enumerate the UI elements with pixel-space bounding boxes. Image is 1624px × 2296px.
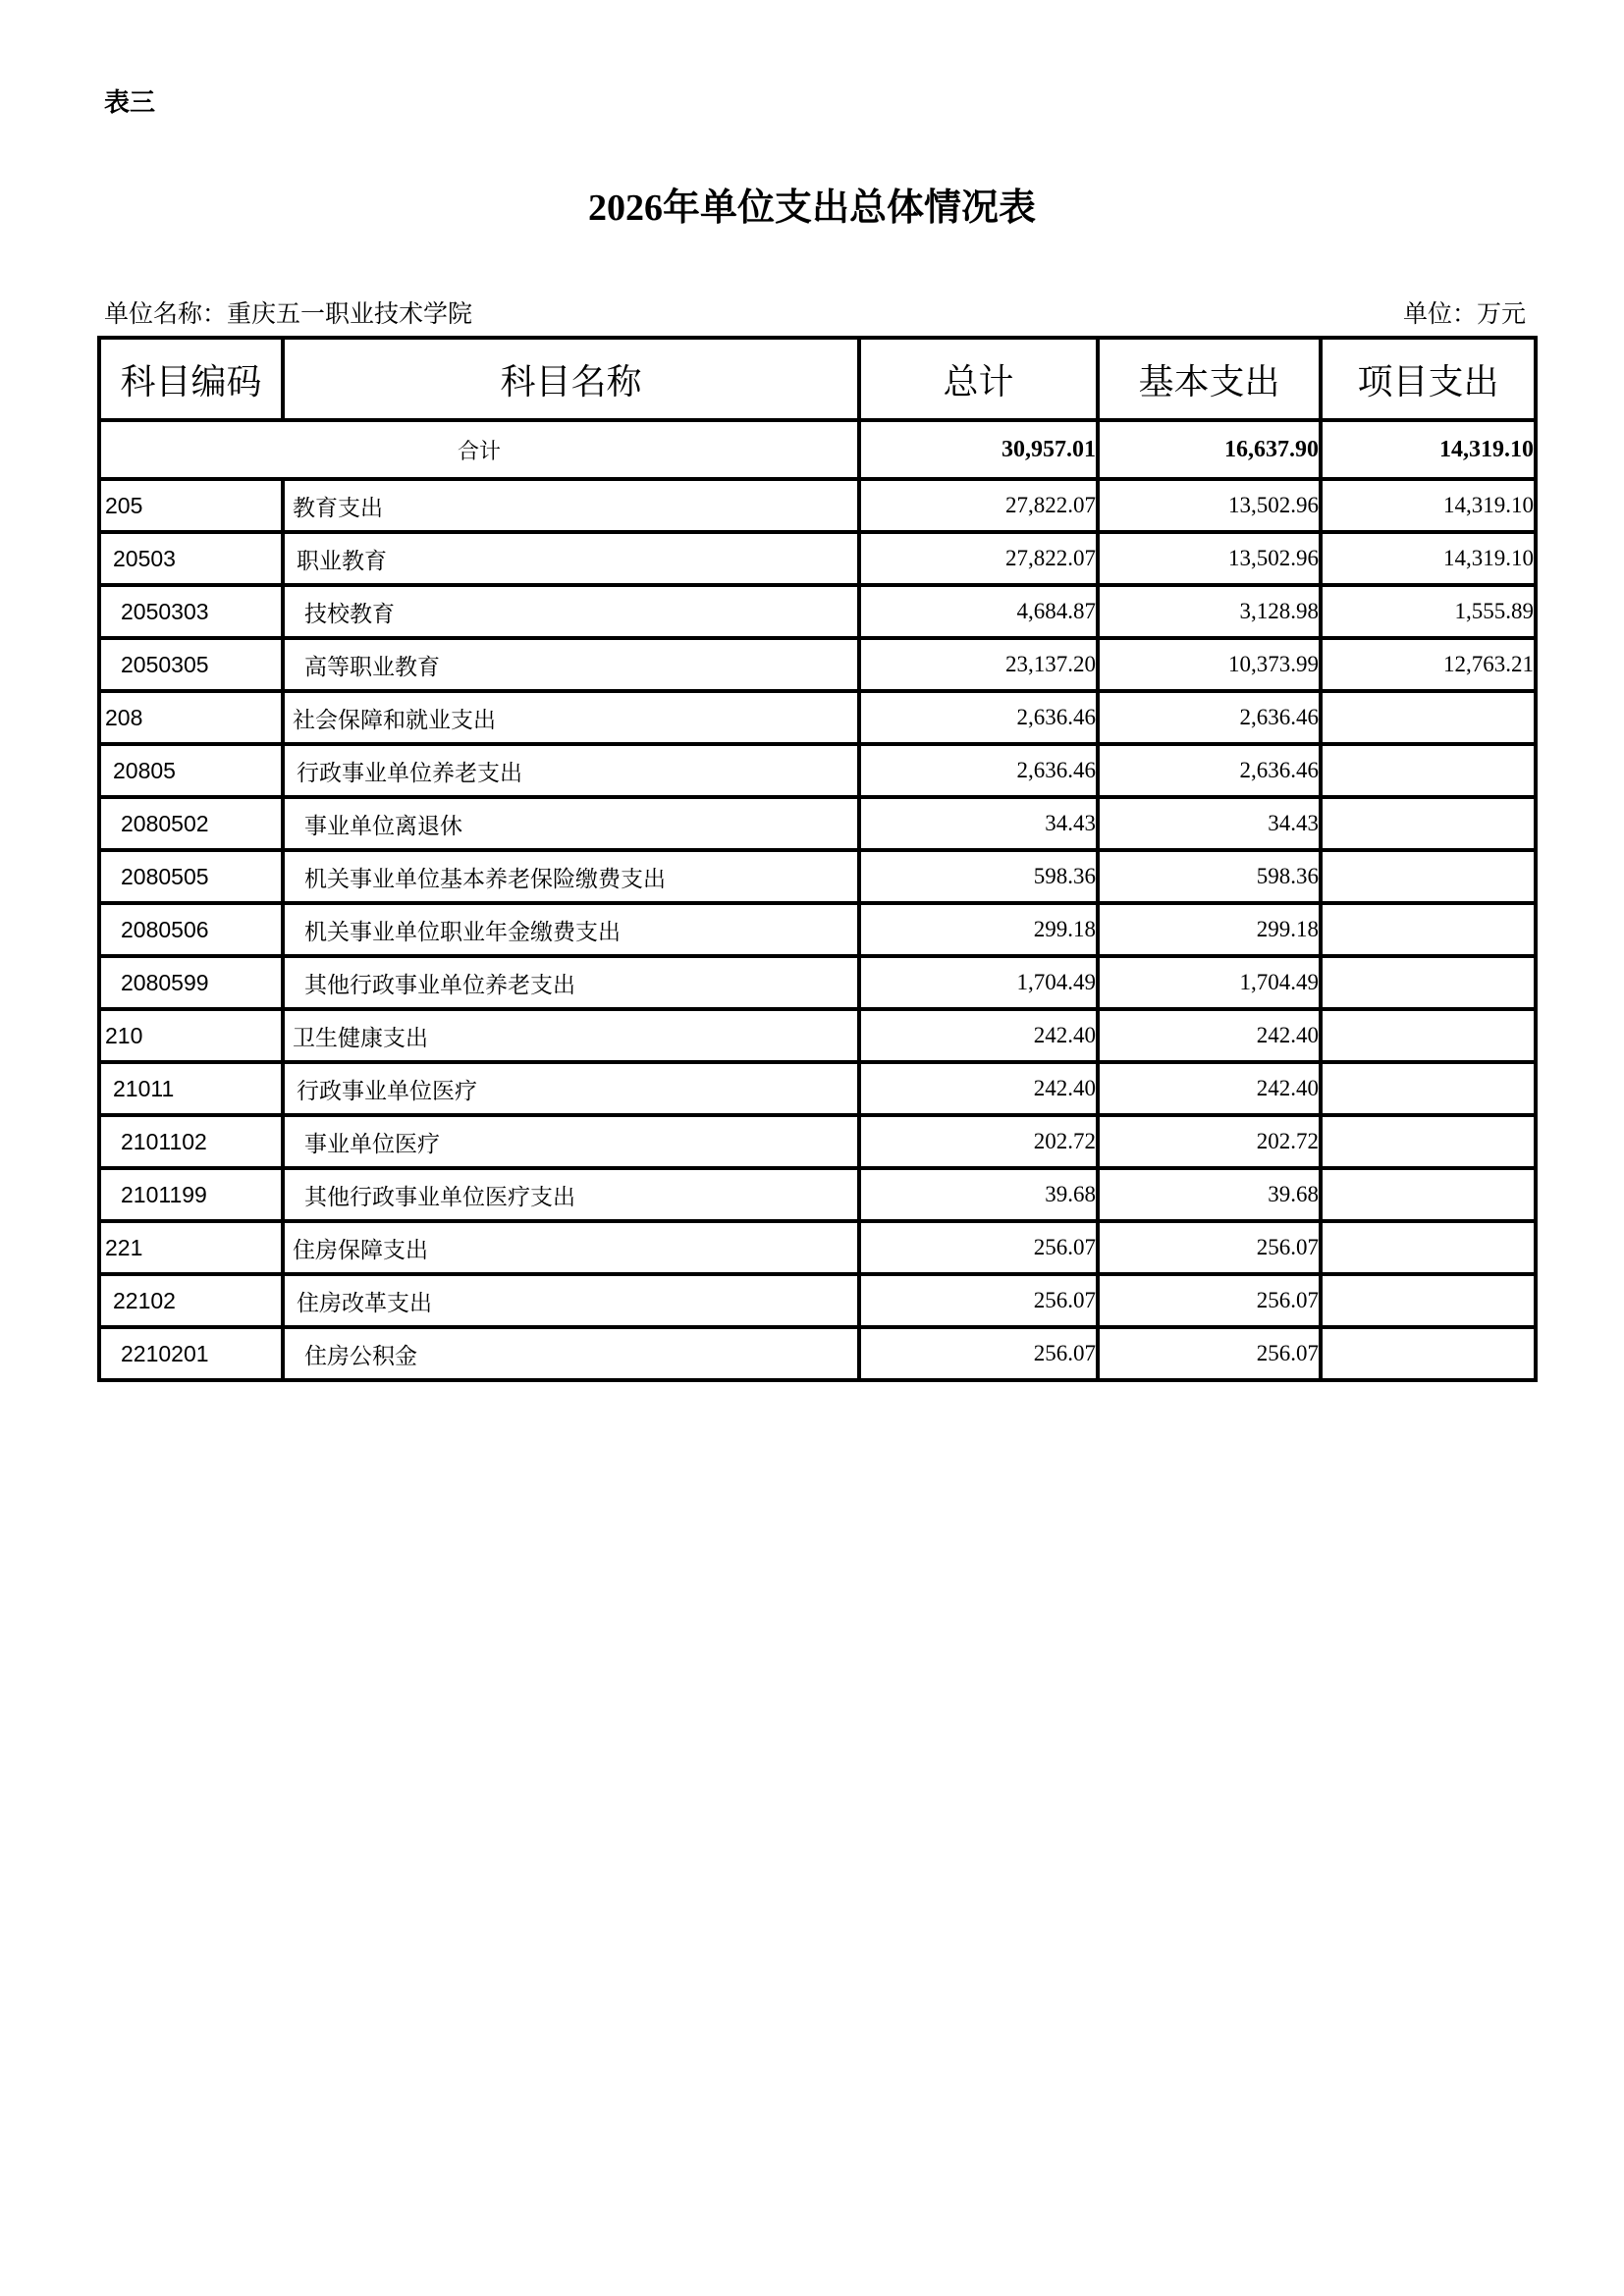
row-basic: 299.18 [1098,903,1321,956]
row-project [1321,797,1536,850]
row-code: 20503 [99,532,283,585]
row-name: 技校教育 [283,585,859,638]
row-code: 2080502 [99,797,283,850]
row-code: 205 [99,479,283,532]
row-code: 2210201 [99,1327,283,1380]
row-total: 299.18 [859,903,1098,956]
table-row [99,1168,1536,1221]
row-project [1321,744,1536,797]
total-row [99,420,1536,479]
total-label: 合计 [99,420,859,479]
row-name: 教育支出 [283,479,859,532]
row-project [1321,1168,1536,1221]
row-total: 2,636.46 [859,744,1098,797]
row-total: 27,822.07 [859,532,1098,585]
row-basic: 1,704.49 [1098,956,1321,1009]
table-row [99,1009,1536,1062]
unit-name-label: 单位名称：重庆五一职业技术学院 [104,299,473,328]
row-name: 住房改革支出 [283,1274,859,1327]
row-project [1321,1115,1536,1168]
row-total: 256.07 [859,1327,1098,1380]
row-code: 2080505 [99,850,283,903]
row-total: 256.07 [859,1221,1098,1274]
row-basic: 10,373.99 [1098,638,1321,691]
table-row [99,850,1536,903]
row-name: 卫生健康支出 [283,1009,859,1062]
row-project [1321,903,1536,956]
row-basic: 13,502.96 [1098,479,1321,532]
row-project: 1,555.89 [1321,585,1536,638]
row-name: 事业单位离退休 [283,797,859,850]
row-total: 34.43 [859,797,1098,850]
row-code: 2101102 [99,1115,283,1168]
total-total: 30,957.01 [859,420,1098,479]
header-total: 总计 [859,338,1098,420]
row-basic: 256.07 [1098,1327,1321,1380]
table-row [99,532,1536,585]
row-name: 其他行政事业单位养老支出 [283,956,859,1009]
row-basic: 13,502.96 [1098,532,1321,585]
row-code: 2050303 [99,585,283,638]
row-total: 1,704.49 [859,956,1098,1009]
row-name: 机关事业单位职业年金缴费支出 [283,903,859,956]
row-code: 2080506 [99,903,283,956]
row-name: 行政事业单位养老支出 [283,744,859,797]
table-row [99,1274,1536,1327]
table-row [99,691,1536,744]
row-total: 39.68 [859,1168,1098,1221]
table-header-row [99,338,1536,420]
row-total: 242.40 [859,1062,1098,1115]
table-row [99,1115,1536,1168]
table-row [99,797,1536,850]
header-code: 科目编码 [99,338,283,420]
row-project: 12,763.21 [1321,638,1536,691]
total-project: 14,319.10 [1321,420,1536,479]
row-code: 21011 [99,1062,283,1115]
row-name: 住房保障支出 [283,1221,859,1274]
table-row [99,1062,1536,1115]
row-basic: 256.07 [1098,1274,1321,1327]
row-code: 2050305 [99,638,283,691]
row-project [1321,1274,1536,1327]
row-code: 20805 [99,744,283,797]
row-name: 机关事业单位基本养老保险缴费支出 [283,850,859,903]
table-label: 表三 [104,88,156,118]
table-row [99,479,1536,532]
table-row [99,744,1536,797]
row-project [1321,1327,1536,1380]
row-code: 221 [99,1221,283,1274]
row-name: 住房公积金 [283,1327,859,1380]
header-project: 项目支出 [1321,338,1536,420]
row-basic: 2,636.46 [1098,744,1321,797]
row-basic: 2,636.46 [1098,691,1321,744]
table-row [99,1327,1536,1380]
row-total: 598.36 [859,850,1098,903]
row-total: 256.07 [859,1274,1098,1327]
row-project [1321,956,1536,1009]
row-basic: 202.72 [1098,1115,1321,1168]
row-basic: 242.40 [1098,1009,1321,1062]
row-name: 社会保障和就业支出 [283,691,859,744]
row-project: 14,319.10 [1321,532,1536,585]
row-basic: 256.07 [1098,1221,1321,1274]
row-name: 高等职业教育 [283,638,859,691]
table-row [99,585,1536,638]
row-project [1321,1009,1536,1062]
row-project [1321,691,1536,744]
row-project [1321,850,1536,903]
table-row [99,1221,1536,1274]
row-name: 事业单位医疗 [283,1115,859,1168]
row-basic: 242.40 [1098,1062,1321,1115]
row-code: 2080599 [99,956,283,1009]
header-name: 科目名称 [283,338,859,420]
row-total: 242.40 [859,1009,1098,1062]
row-code: 2101199 [99,1168,283,1221]
table-row [99,638,1536,691]
row-name: 职业教育 [283,532,859,585]
row-basic: 3,128.98 [1098,585,1321,638]
row-total: 4,684.87 [859,585,1098,638]
row-basic: 39.68 [1098,1168,1321,1221]
row-name: 行政事业单位医疗 [283,1062,859,1115]
row-total: 27,822.07 [859,479,1098,532]
row-basic: 34.43 [1098,797,1321,850]
row-basic: 598.36 [1098,850,1321,903]
row-code: 208 [99,691,283,744]
row-code: 22102 [99,1274,283,1327]
table-row [99,956,1536,1009]
row-project [1321,1221,1536,1274]
row-total: 2,636.46 [859,691,1098,744]
expenditure-table [97,336,1538,1382]
total-basic: 16,637.90 [1098,420,1321,479]
row-total: 202.72 [859,1115,1098,1168]
currency-unit-label: 单位：万元 [1402,299,1526,328]
row-project: 14,319.10 [1321,479,1536,532]
row-name: 其他行政事业单位医疗支出 [283,1168,859,1221]
header-basic: 基本支出 [1098,338,1321,420]
row-code: 210 [99,1009,283,1062]
table-row [99,903,1536,956]
row-total: 23,137.20 [859,638,1098,691]
page-title: 2026年单位支出总体情况表 [587,187,1036,229]
row-project [1321,1062,1536,1115]
